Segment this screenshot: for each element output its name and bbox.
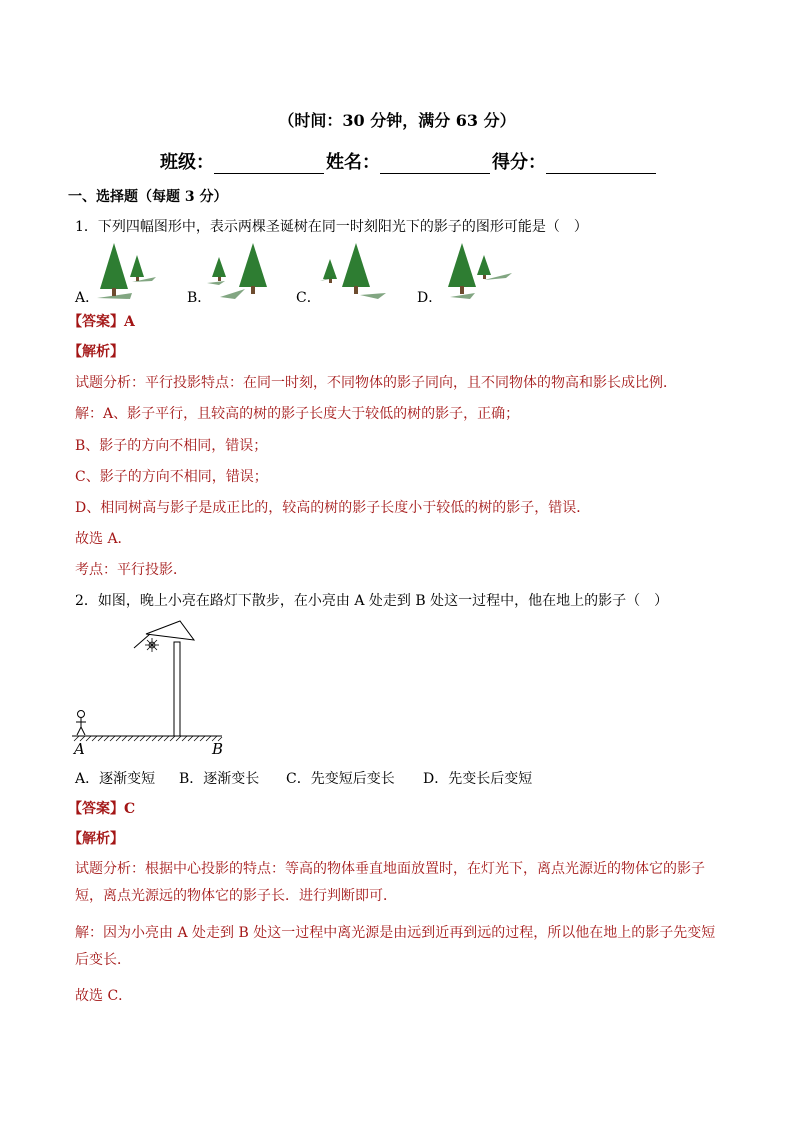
- tree-figure-c: [318, 243, 388, 301]
- student-info-row: [160, 148, 658, 174]
- q2-option-c[interactable]: C．先变短后变长: [286, 771, 395, 787]
- class-label: 班级：: [160, 152, 214, 173]
- q2-analysis-label: 【解析】: [68, 831, 124, 847]
- q1-option-b[interactable]: B．: [187, 290, 212, 306]
- exam-time-info: （时间：30 分钟，满分 63 分）: [278, 111, 516, 130]
- q1-point: 考点：平行投影．: [75, 562, 187, 578]
- q2-solution: 解：因为小亮由 A 处走到 B 处这一过程中离光源是由远到近再到远的过程，所以他在地上的影子先变短后变长．: [75, 925, 716, 968]
- q1-choose: 故选 A．: [75, 531, 132, 547]
- q2-choose: 故选 C．: [75, 988, 133, 1004]
- name-label: 姓名：: [326, 152, 380, 173]
- q1-analysis-label: 【解析】: [68, 344, 124, 360]
- q2-analysis: 试题分析：根据中心投影的特点：等高的物体垂直地面放置时，在灯光下，离点光源近的物体它的影子短，离点光源远的物体它的影子长．进行判断即可．: [75, 861, 705, 904]
- q1-stem: 1．下列四幅图形中，表示两棵圣诞树在同一时刻阳光下的影子的图形可能是（ ）: [75, 219, 588, 235]
- q1-solution-c: C、影子的方向不相同，错误；: [75, 469, 268, 485]
- section-heading: 一、选择题（每题 3 分）: [68, 189, 228, 205]
- q1-option-a[interactable]: A．: [75, 290, 100, 306]
- q2-option-a[interactable]: A．逐渐变短: [75, 771, 156, 787]
- q1-solution-b: B、影子的方向不相同，错误；: [75, 438, 268, 454]
- class-blank[interactable]: [214, 155, 324, 174]
- q2-option-d[interactable]: D．先变长后变短: [423, 771, 533, 787]
- q2-answer: 【答案】C: [68, 801, 136, 817]
- figure-label-b: B: [212, 740, 224, 758]
- q1-analysis-intro: 试题分析：平行投影特点：在同一时刻，不同物体的影子同向，且不同物体的物高和影长成比例．: [75, 375, 677, 391]
- street-lamp-figure: [70, 618, 230, 760]
- q1-option-d[interactable]: D．: [417, 290, 443, 306]
- tree-figure-b: [205, 243, 275, 301]
- q2-option-b[interactable]: B．逐渐变长: [179, 771, 260, 787]
- q1-solution-d: D、相同树高与影子是成正比的，较高的树的影子长度小于较低的树的影子，错误．: [75, 500, 591, 516]
- q2-stem: 2．如图，晚上小亮在路灯下散步，在小亮由 A 处走到 B 处这一过程中，他在地上的影子（ ）: [75, 593, 669, 609]
- name-blank[interactable]: [380, 155, 490, 174]
- q1-option-c[interactable]: C．: [296, 290, 321, 306]
- tree-figure-d: [440, 243, 515, 301]
- q1-answer: 【答案】A: [68, 314, 135, 330]
- score-label: 得分：: [492, 152, 546, 173]
- tree-figure-a: [92, 243, 162, 301]
- q1-solution-a: 解：A、影子平行，且较高的树的影子长度大于较低的树的影子，正确；: [75, 406, 520, 422]
- score-blank[interactable]: [546, 155, 656, 174]
- figure-label-a: A: [74, 740, 85, 758]
